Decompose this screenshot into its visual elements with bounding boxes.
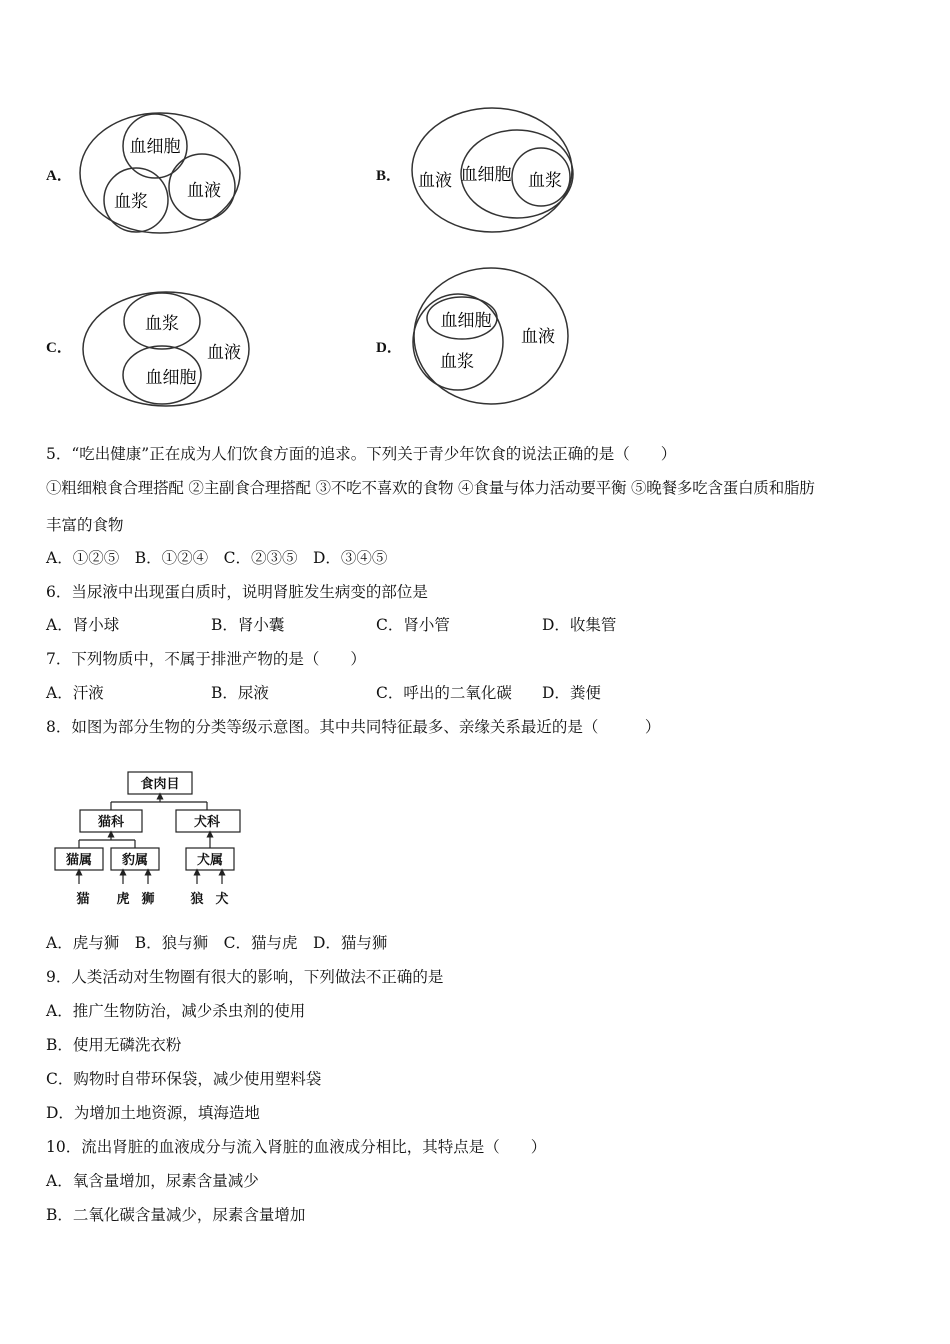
venn-c-label: C． xyxy=(46,340,72,356)
q5-stem: 5．“吃出健康”正在成为人们饮食方面的追求。下列关于青少年饮食的说法正确的是（ ） xyxy=(46,445,677,463)
q6-option-b: B．肾小囊 xyxy=(211,616,285,634)
q7-option-d: D．粪便 xyxy=(542,684,601,702)
q10-stem: 10．流出肾脏的血液成分与流入肾脏的血液成分相比，其特点是（ ） xyxy=(46,1138,547,1156)
q10-option-a: A．氧含量增加，尿素含量减少 xyxy=(46,1172,259,1190)
venn-diagram-d xyxy=(410,264,576,408)
venn-a-plasma: 血浆 xyxy=(114,192,148,212)
tree-order: 食肉目 xyxy=(140,777,180,792)
venn-c-plasma: 血浆 xyxy=(145,314,179,334)
q6-option-a: A．肾小球 xyxy=(46,616,120,634)
venn-d-label: D． xyxy=(376,340,402,356)
tree-genus-panthera: 豹属 xyxy=(121,853,149,868)
q5-items-line1: ①粗细粮食合理搭配 ②主副食合理搭配 ③不吃不喜欢的食物 ④食量与体力活动要平衡 ⑤晚餐多吃含蛋白质和脂肪 xyxy=(46,479,815,497)
tree-genus-canis: 犬属 xyxy=(196,853,224,868)
venn-d-blood: 血液 xyxy=(521,327,555,347)
venn-a-blood: 血液 xyxy=(187,181,221,201)
tree-species-lion: 狮 xyxy=(141,892,155,907)
q7-option-b: B．尿液 xyxy=(211,684,269,702)
venn-b-blood: 血液 xyxy=(418,171,452,191)
tree-species-cat: 猫 xyxy=(76,892,90,907)
q8-options: A．虎与狮 B．狼与狮 C．猫与虎 D．猫与狮 xyxy=(46,934,388,952)
venn-c-blood-cell: 血细胞 xyxy=(145,368,197,388)
venn-b-label: B． xyxy=(376,168,402,184)
venn-a-label: A． xyxy=(46,168,72,184)
venn-d-blood-cell: 血细胞 xyxy=(440,311,492,331)
venn-b-blood-cell: 血细胞 xyxy=(460,165,512,185)
q9-option-d: D．为增加土地资源，填海造地 xyxy=(46,1104,260,1122)
q9-option-b: B．使用无磷洗衣粉 xyxy=(46,1036,182,1054)
q8-stem: 8．如图为部分生物的分类等级示意图。其中共同特征最多、亲缘关系最近的是（ ） xyxy=(46,718,661,736)
venn-b-plasma: 血浆 xyxy=(528,171,562,191)
tree-species-tiger: 虎 xyxy=(116,892,130,907)
q6-option-d: D．收集管 xyxy=(542,616,617,634)
q10-option-b: B．二氧化碳含量减少，尿素含量增加 xyxy=(46,1206,306,1224)
tree-species-dog: 犬 xyxy=(215,892,229,907)
tree-family-cat: 猫科 xyxy=(97,815,125,830)
venn-diagram-b xyxy=(408,104,578,238)
q6-stem: 6．当尿液中出现蛋白质时，说明肾脏发生病变的部位是 xyxy=(46,583,428,601)
venn-d-plasma: 血浆 xyxy=(440,352,474,372)
q5-items-line2: 丰富的食物 xyxy=(46,516,124,534)
q5-options: A．①②⑤ B．①②④ C．②③⑤ D．③④⑤ xyxy=(46,549,388,567)
q9-option-c: C．购物时自带环保袋，减少使用塑料袋 xyxy=(46,1070,322,1088)
q7-stem: 7．下列物质中，不属于排泄产物的是（ ） xyxy=(46,650,366,668)
classification-tree xyxy=(52,766,246,910)
tree-species-wolf: 狼 xyxy=(190,892,204,907)
venn-diagram-a xyxy=(76,110,246,238)
venn-c-blood: 血液 xyxy=(207,343,241,363)
venn-diagram-c xyxy=(80,288,256,410)
q9-stem: 9．人类活动对生物圈有很大的影响，下列做法不正确的是 xyxy=(46,968,444,986)
tree-family-dog: 犬科 xyxy=(193,815,221,830)
venn-a-blood-cell: 血细胞 xyxy=(129,137,181,157)
q9-option-a: A．推广生物防治，减少杀虫剂的使用 xyxy=(46,1002,306,1020)
tree-genus-felis: 猫属 xyxy=(65,853,93,868)
q7-option-a: A．汗液 xyxy=(46,684,104,702)
q6-option-c: C．肾小管 xyxy=(376,616,450,634)
q7-option-c: C．呼出的二氧化碳 xyxy=(376,684,512,702)
